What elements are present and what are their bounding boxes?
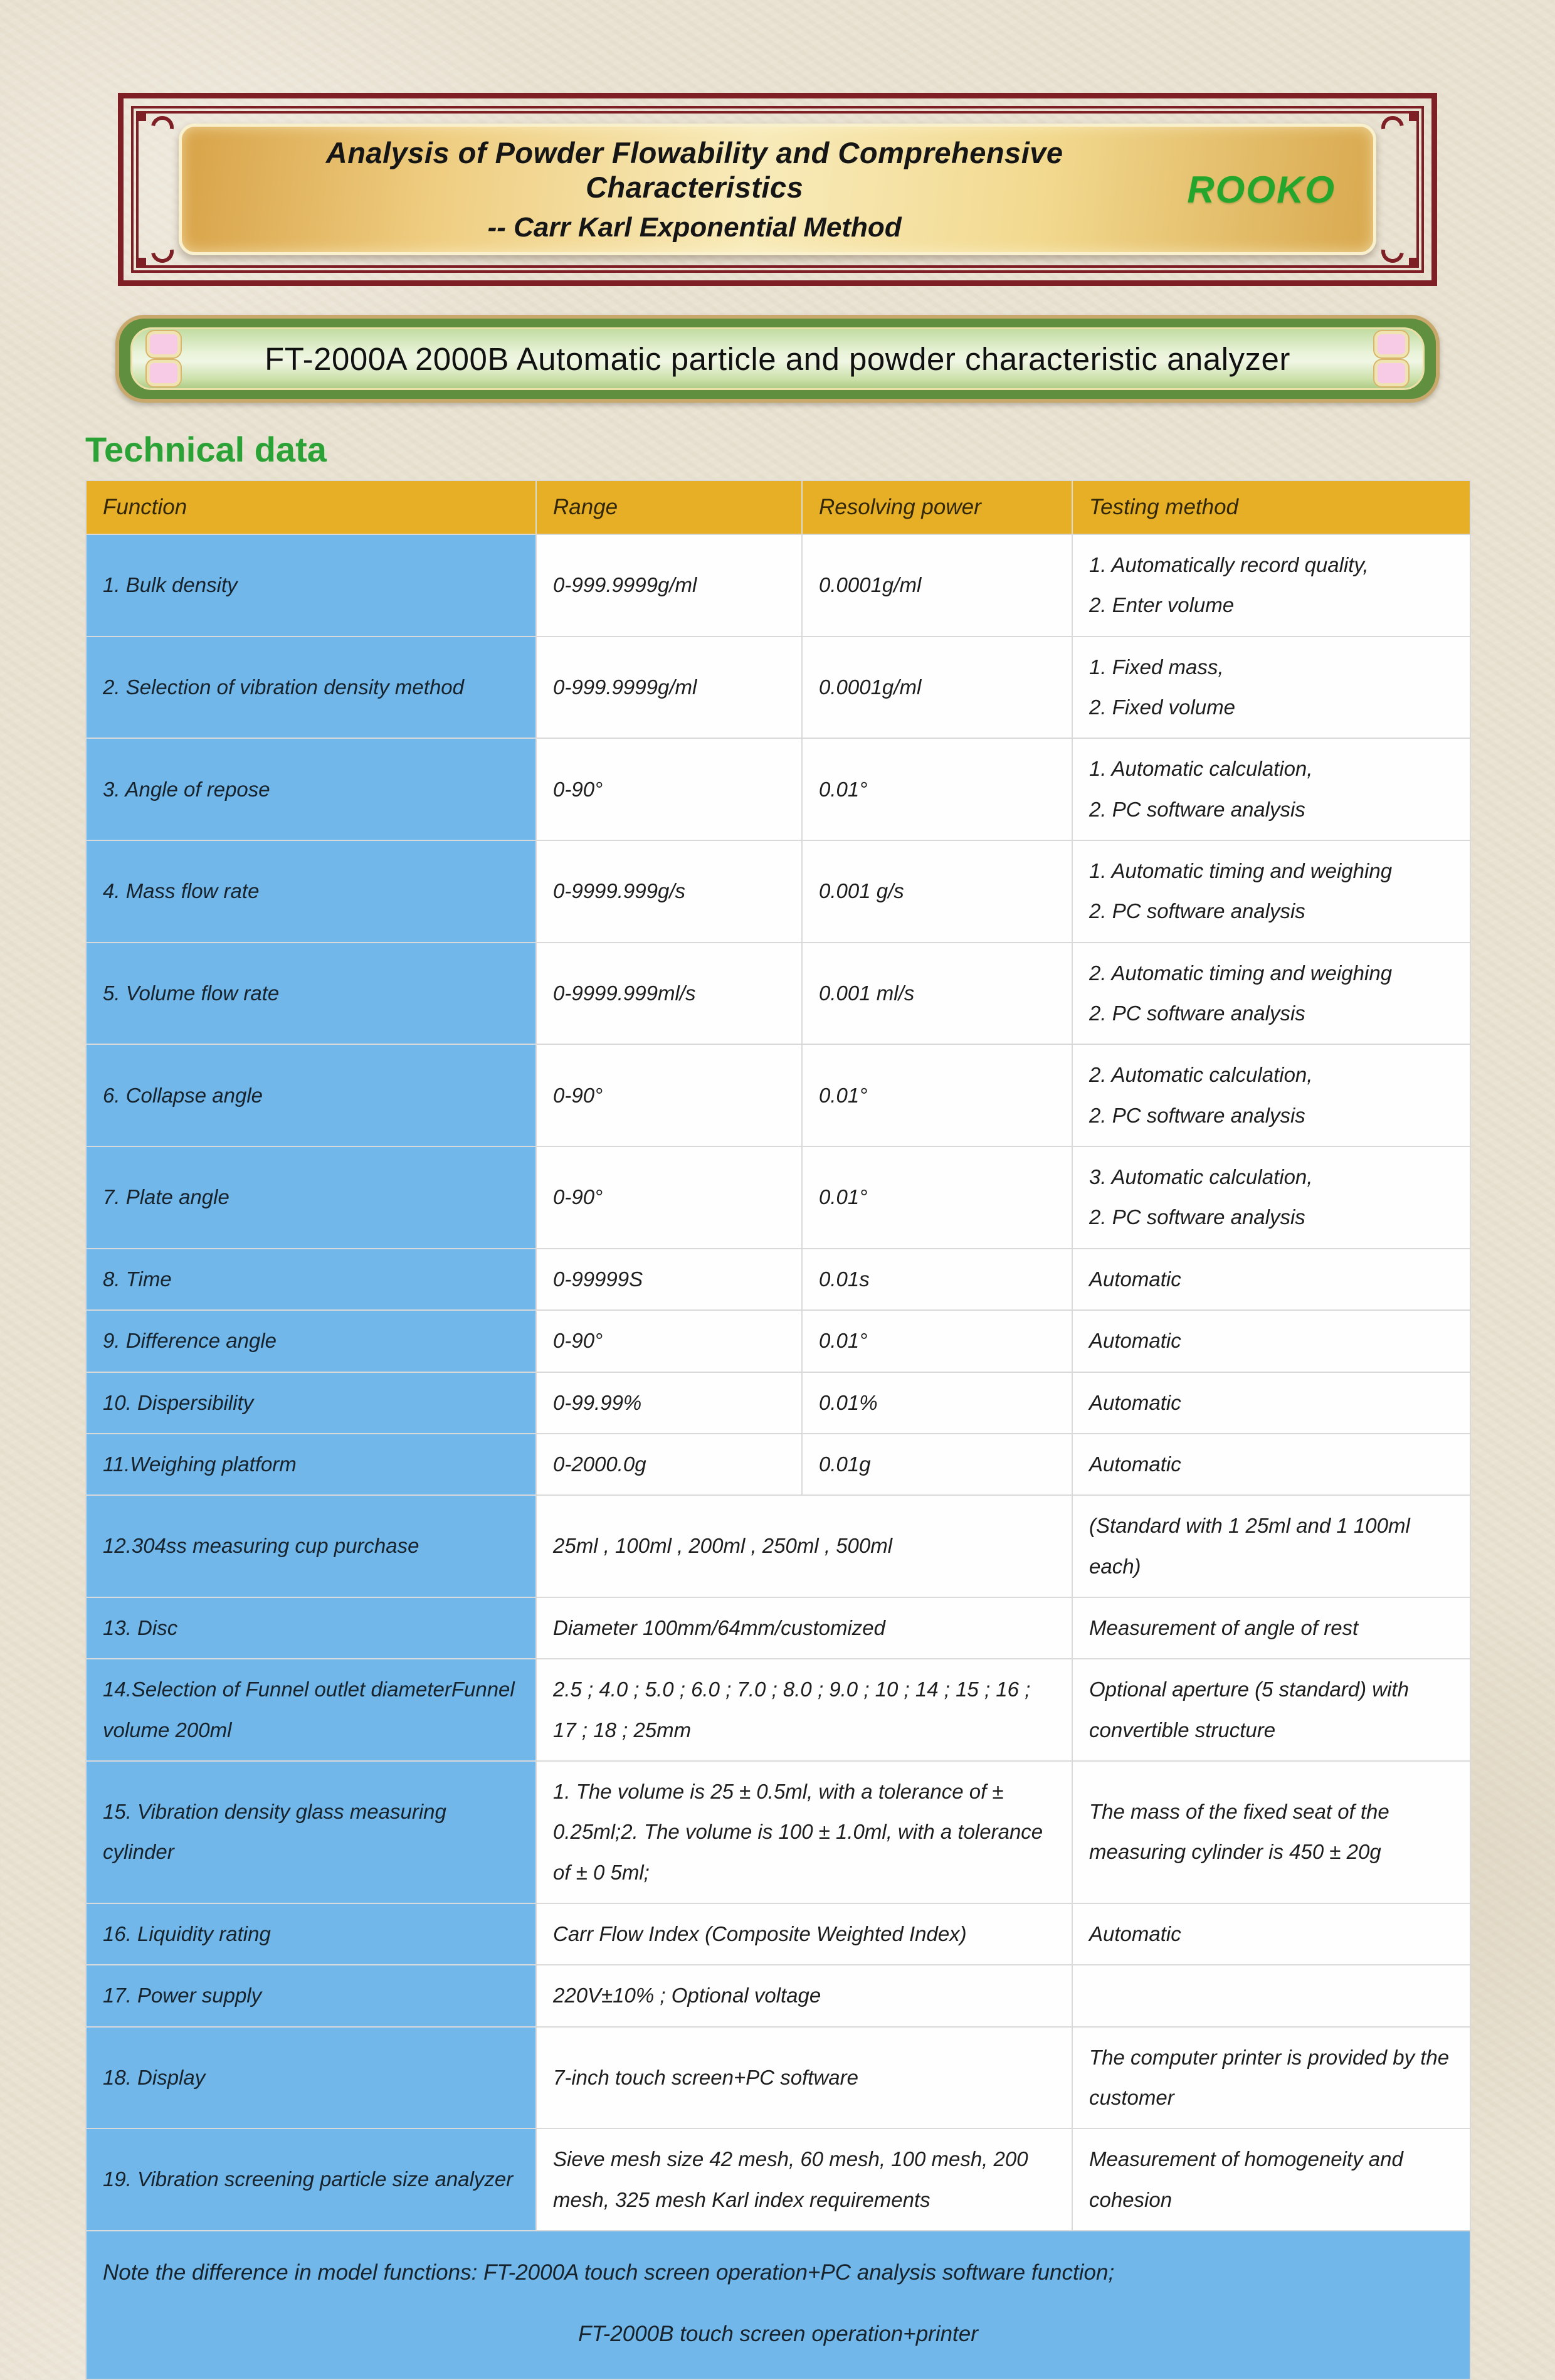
- range-cell: 0-999.9999g/ml: [536, 637, 802, 739]
- testing-method-cell: 1. Automatic calculation, 2. PC software analysis: [1072, 738, 1470, 840]
- frame-corner-ornament: [135, 235, 169, 269]
- model-note: [86, 2231, 1470, 2379]
- function-cell: 1. Bulk density: [86, 534, 536, 637]
- note-line-1: Note the difference in model functions: FT-2000A touch screen operation+PC analysis software function;: [103, 2260, 1115, 2285]
- testing-method-cell: 1. Automatically record quality, 2. Enter volume: [1072, 534, 1470, 637]
- table-row: [86, 1044, 1470, 1146]
- table-row: [86, 2129, 1470, 2231]
- function-cell: 4. Mass flow rate: [86, 840, 536, 943]
- table-row: [86, 1146, 1470, 1249]
- column-header-function: Function: [86, 480, 536, 534]
- table-row: [86, 840, 1470, 943]
- resolving-power-cell: 0.01g: [802, 1434, 1072, 1495]
- function-cell: 14.Selection of Funnel outlet diameterFunnel volume 200ml: [86, 1659, 536, 1761]
- resolving-power-cell: 0.0001g/ml: [802, 534, 1072, 637]
- function-cell: 6. Collapse angle: [86, 1044, 536, 1146]
- header-gold-plaque: [179, 124, 1376, 255]
- function-cell: 16. Liquidity rating: [86, 1903, 536, 1965]
- table-row: [86, 1903, 1470, 1965]
- testing-method-cell: Measurement of homogeneity and cohesion: [1072, 2129, 1470, 2231]
- table-row: [86, 1372, 1470, 1434]
- frame-corner-ornament: [1386, 110, 1420, 144]
- function-cell: 2. Selection of vibration density method: [86, 637, 536, 739]
- frame-corner-ornament: [1386, 235, 1420, 269]
- testing-method-cell: 1. Fixed mass, 2. Fixed volume: [1072, 637, 1470, 739]
- table-row: [86, 2027, 1470, 2129]
- testing-method-cell: 3. Automatic calculation, 2. PC software analysis: [1072, 1146, 1470, 1249]
- testing-method-cell: Automatic: [1072, 1434, 1470, 1495]
- testing-method-cell: Automatic: [1072, 1249, 1470, 1310]
- range-cell: 1. The volume is 25 ± 0.5ml, with a tolerance of ± 0.25ml;2. The volume is 100 ± 1.0ml, with a tolerance of ± 0 5ml;: [536, 1761, 1072, 1903]
- testing-method-cell: 2. Automatic calculation, 2. PC software analysis: [1072, 1044, 1470, 1146]
- range-cell: 0-90°: [536, 1146, 802, 1249]
- range-cell: Sieve mesh size 42 mesh, 60 mesh, 100 mesh, 200 mesh, 325 mesh Karl index requirements: [536, 2129, 1072, 2231]
- testing-method-cell: [1072, 1965, 1470, 2026]
- testing-method-cell: Automatic: [1072, 1310, 1470, 1372]
- table-row: [86, 943, 1470, 1045]
- range-cell: 0-9999.999g/s: [536, 840, 802, 943]
- column-header-testing-method: Testing method: [1072, 480, 1470, 534]
- header-titles: [219, 135, 1169, 243]
- resolving-power-cell: 0.01s: [802, 1249, 1072, 1310]
- function-cell: 8. Time: [86, 1249, 536, 1310]
- table-row: [86, 1597, 1470, 1659]
- table-row: [86, 1761, 1470, 1903]
- column-header-resolving-power: Resolving power: [802, 480, 1072, 534]
- function-cell: 19. Vibration screening particle size analyzer: [86, 2129, 536, 2231]
- function-cell: 3. Angle of repose: [86, 738, 536, 840]
- function-cell: 7. Plate angle: [86, 1146, 536, 1249]
- testing-method-cell: Measurement of angle of rest: [1072, 1597, 1470, 1659]
- product-banner-inner: [130, 327, 1425, 390]
- resolving-power-cell: 0.001 ml/s: [802, 943, 1072, 1045]
- range-cell: 25ml , 100ml , 200ml , 250ml , 500ml: [536, 1495, 1072, 1597]
- table-row: [86, 1249, 1470, 1310]
- function-cell: 13. Disc: [86, 1597, 536, 1659]
- testing-method-cell: Automatic: [1072, 1372, 1470, 1434]
- resolving-power-cell: 0.01°: [802, 1146, 1072, 1249]
- testing-method-cell: 1. Automatic timing and weighing 2. PC software analysis: [1072, 840, 1470, 943]
- testing-method-cell: The computer printer is provided by the customer: [1072, 2027, 1470, 2129]
- brand-logo: ROOKO: [1187, 168, 1336, 211]
- range-cell: 0-90°: [536, 1310, 802, 1372]
- resolving-power-cell: 0.01°: [802, 738, 1072, 840]
- note-line-2: FT-2000B touch screen operation+printer: [578, 2322, 978, 2347]
- function-cell: 10. Dispersibility: [86, 1372, 536, 1434]
- table-row: [86, 1965, 1470, 2026]
- column-header-range: Range: [536, 480, 802, 534]
- range-cell: Carr Flow Index (Composite Weighted Index): [536, 1903, 1072, 1965]
- table-row: [86, 1434, 1470, 1495]
- page-title: Analysis of Powder Flowability and Comprehensive Characteristics: [325, 136, 1063, 204]
- resolving-power-cell: 0.01%: [802, 1372, 1072, 1434]
- range-cell: 7-inch touch screen+PC software: [536, 2027, 1072, 2129]
- table-row: [86, 738, 1470, 840]
- range-cell: 2.5 ; 4.0 ; 5.0 ; 6.0 ; 7.0 ; 8.0 ; 9.0 ; 10 ; 14 ; 15 ; 16 ; 17 ; 18 ; 25mm: [536, 1659, 1072, 1761]
- resolving-power-cell: 0.01°: [802, 1044, 1072, 1146]
- header-ornate-frame: [118, 93, 1437, 286]
- function-cell: 12.304ss measuring cup purchase: [86, 1495, 536, 1597]
- function-cell: 17. Power supply: [86, 1965, 536, 2026]
- header-frame-inner: [131, 106, 1424, 273]
- pink-corner-tab: [147, 331, 181, 357]
- page-subtitle: -- Carr Karl Exponential Method: [487, 212, 902, 243]
- range-cell: 0-99.99%: [536, 1372, 802, 1434]
- range-cell: Diameter 100mm/64mm/customized: [536, 1597, 1072, 1659]
- product-title: FT-2000A 2000B Automatic particle and powder characteristic analyzer: [265, 341, 1290, 377]
- range-cell: 0-90°: [536, 1044, 802, 1146]
- testing-method-cell: The mass of the fixed seat of the measuring cylinder is 450 ± 20g: [1072, 1761, 1470, 1903]
- table-row: [86, 534, 1470, 637]
- table-footer: [86, 2231, 1470, 2379]
- testing-method-cell: Automatic: [1072, 1903, 1470, 1965]
- pink-corner-tab: [1374, 360, 1408, 386]
- table-body: [86, 534, 1470, 2231]
- frame-corner-ornament: [135, 110, 169, 144]
- table-row: [86, 1310, 1470, 1372]
- range-cell: 0-99999S: [536, 1249, 802, 1310]
- testing-method-cell: (Standard with 1 25ml and 1 100ml each): [1072, 1495, 1470, 1597]
- range-cell: 0-999.9999g/ml: [536, 534, 802, 637]
- product-banner: [115, 315, 1440, 403]
- range-cell: 0-9999.999ml/s: [536, 943, 802, 1045]
- technical-data-table: [85, 480, 1471, 2380]
- pink-corner-tab: [1374, 331, 1408, 357]
- table-header: [86, 480, 1470, 534]
- function-cell: 18. Display: [86, 2027, 536, 2129]
- function-cell: 15. Vibration density glass measuring cylinder: [86, 1761, 536, 1903]
- range-cell: 0-90°: [536, 738, 802, 840]
- table-row: [86, 637, 1470, 739]
- function-cell: 5. Volume flow rate: [86, 943, 536, 1045]
- function-cell: 9. Difference angle: [86, 1310, 536, 1372]
- testing-method-cell: Optional aperture (5 standard) with convertible structure: [1072, 1659, 1470, 1761]
- pink-corner-tab: [147, 360, 181, 386]
- resolving-power-cell: 0.0001g/ml: [802, 637, 1072, 739]
- table-header-row: [86, 480, 1470, 534]
- resolving-power-cell: 0.001 g/s: [802, 840, 1072, 943]
- table-row: [86, 1495, 1470, 1597]
- range-cell: 0-2000.0g: [536, 1434, 802, 1495]
- table-row: [86, 1659, 1470, 1761]
- resolving-power-cell: 0.01°: [802, 1310, 1072, 1372]
- section-title: Technical data: [85, 430, 327, 469]
- page: [0, 93, 1555, 2380]
- testing-method-cell: 2. Automatic timing and weighing 2. PC software analysis: [1072, 943, 1470, 1045]
- note-row: [86, 2231, 1470, 2379]
- function-cell: 11.Weighing platform: [86, 1434, 536, 1495]
- range-cell: 220V±10% ; Optional voltage: [536, 1965, 1072, 2026]
